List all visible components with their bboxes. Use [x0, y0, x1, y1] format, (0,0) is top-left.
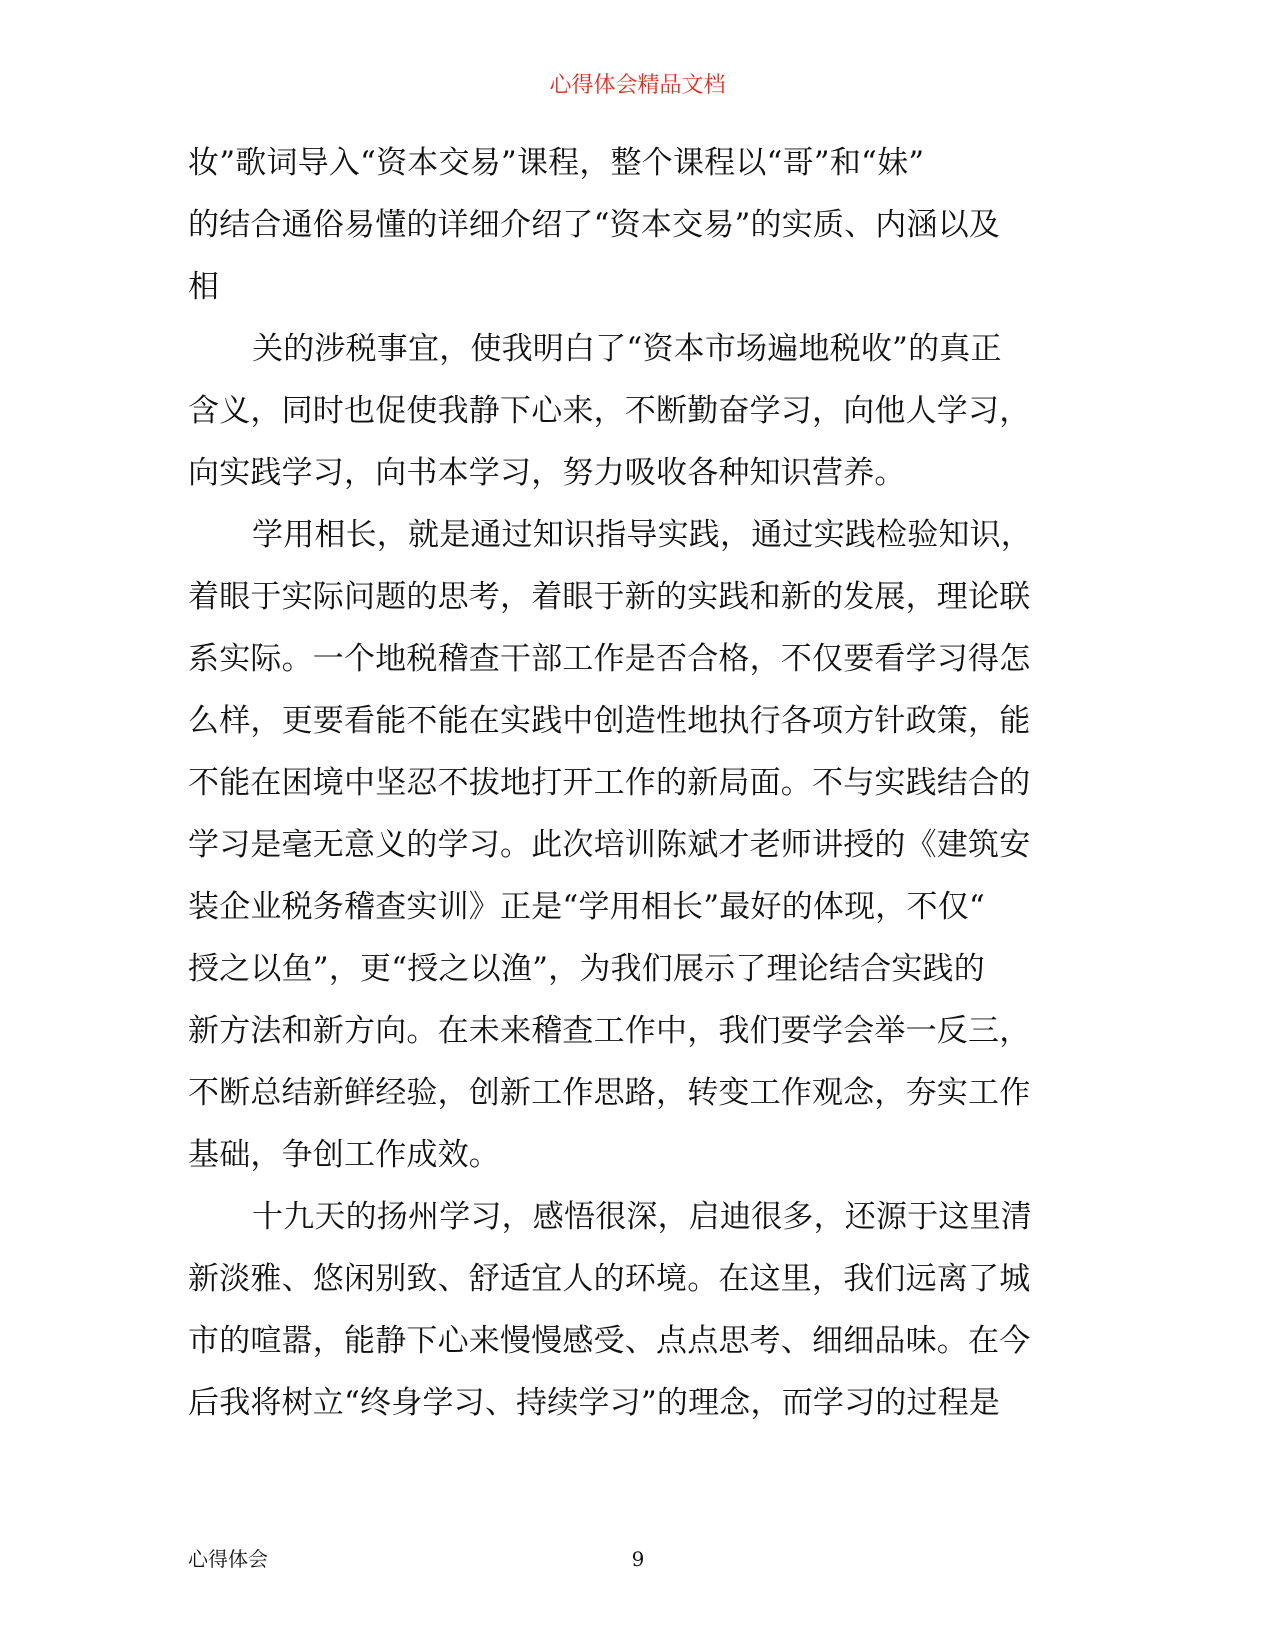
- page-number: 9: [631, 1547, 645, 1571]
- body-line: 相: [188, 269, 220, 305]
- body-line: 后我将树立“终身学习、持续学习”的理念，而学习的过程是: [188, 1385, 1001, 1421]
- body-line: 学用相长，就是通过知识指导实践，通过实践检验知识，: [252, 517, 1032, 553]
- body-line: 十九天的扬州学习，感悟很深，启迪很多，还源于这里清: [252, 1199, 1032, 1235]
- body-line: 的结合通俗易懂的详细介绍了“资本交易”的实质、内涵以及: [188, 207, 1001, 243]
- body-line: 授之以鱼”，更“授之以渔”，为我们展示了理论结合实践的: [188, 951, 985, 987]
- body-line: 关的涉税事宜，使我明白了“资本市场遍地税收”的真正: [252, 331, 1002, 367]
- body-line: 市的喧嚣，能静下心来慢慢感受、点点思考、细细品味。在今: [188, 1323, 1031, 1359]
- body-line: 么样，更要看能不能在实践中创造性地执行各项方针政策，能: [188, 703, 1031, 739]
- document-header-title: 心得体会精品文档: [549, 73, 726, 98]
- body-line: 系实际。一个地税稽查干部工作是否合格，不仅要看学习得怎: [188, 641, 1031, 677]
- body-line: 学习是毫无意义的学习。此次培训陈斌才老师讲授的《建筑安: [188, 827, 1031, 863]
- footer-label: 心得体会: [188, 1547, 268, 1571]
- body-line: 新方法和新方向。在未来稽查工作中，我们要学会举一反三，: [188, 1013, 1031, 1049]
- body-line: 不断总结新鲜经验，创新工作思路，转变工作观念，夯实工作: [188, 1075, 1031, 1111]
- body-line: 不能在困境中坚忍不拔地打开工作的新局面。不与实践结合的: [188, 765, 1031, 801]
- body-line: 妆”歌词导入“资本交易”课程，整个课程以“哥”和“妹”: [188, 145, 925, 181]
- body-line: 装企业税务稽查实训》正是“学用相长”最好的体现，不仅“: [188, 889, 985, 925]
- body-line: 基础，争创工作成效。: [188, 1137, 500, 1173]
- body-line: 着眼于实际问题的思考，着眼于新的实践和新的发展，理论联: [188, 579, 1031, 615]
- body-line: 含义，同时也促使我静下心来，不断勤奋学习，向他人学习，: [188, 393, 1031, 429]
- body-line: 新淡雅、悠闲别致、舒适宜人的环境。在这里，我们远离了城: [188, 1261, 1031, 1297]
- body-line: 向实践学习，向书本学习，努力吸收各种知识营养。: [188, 455, 906, 491]
